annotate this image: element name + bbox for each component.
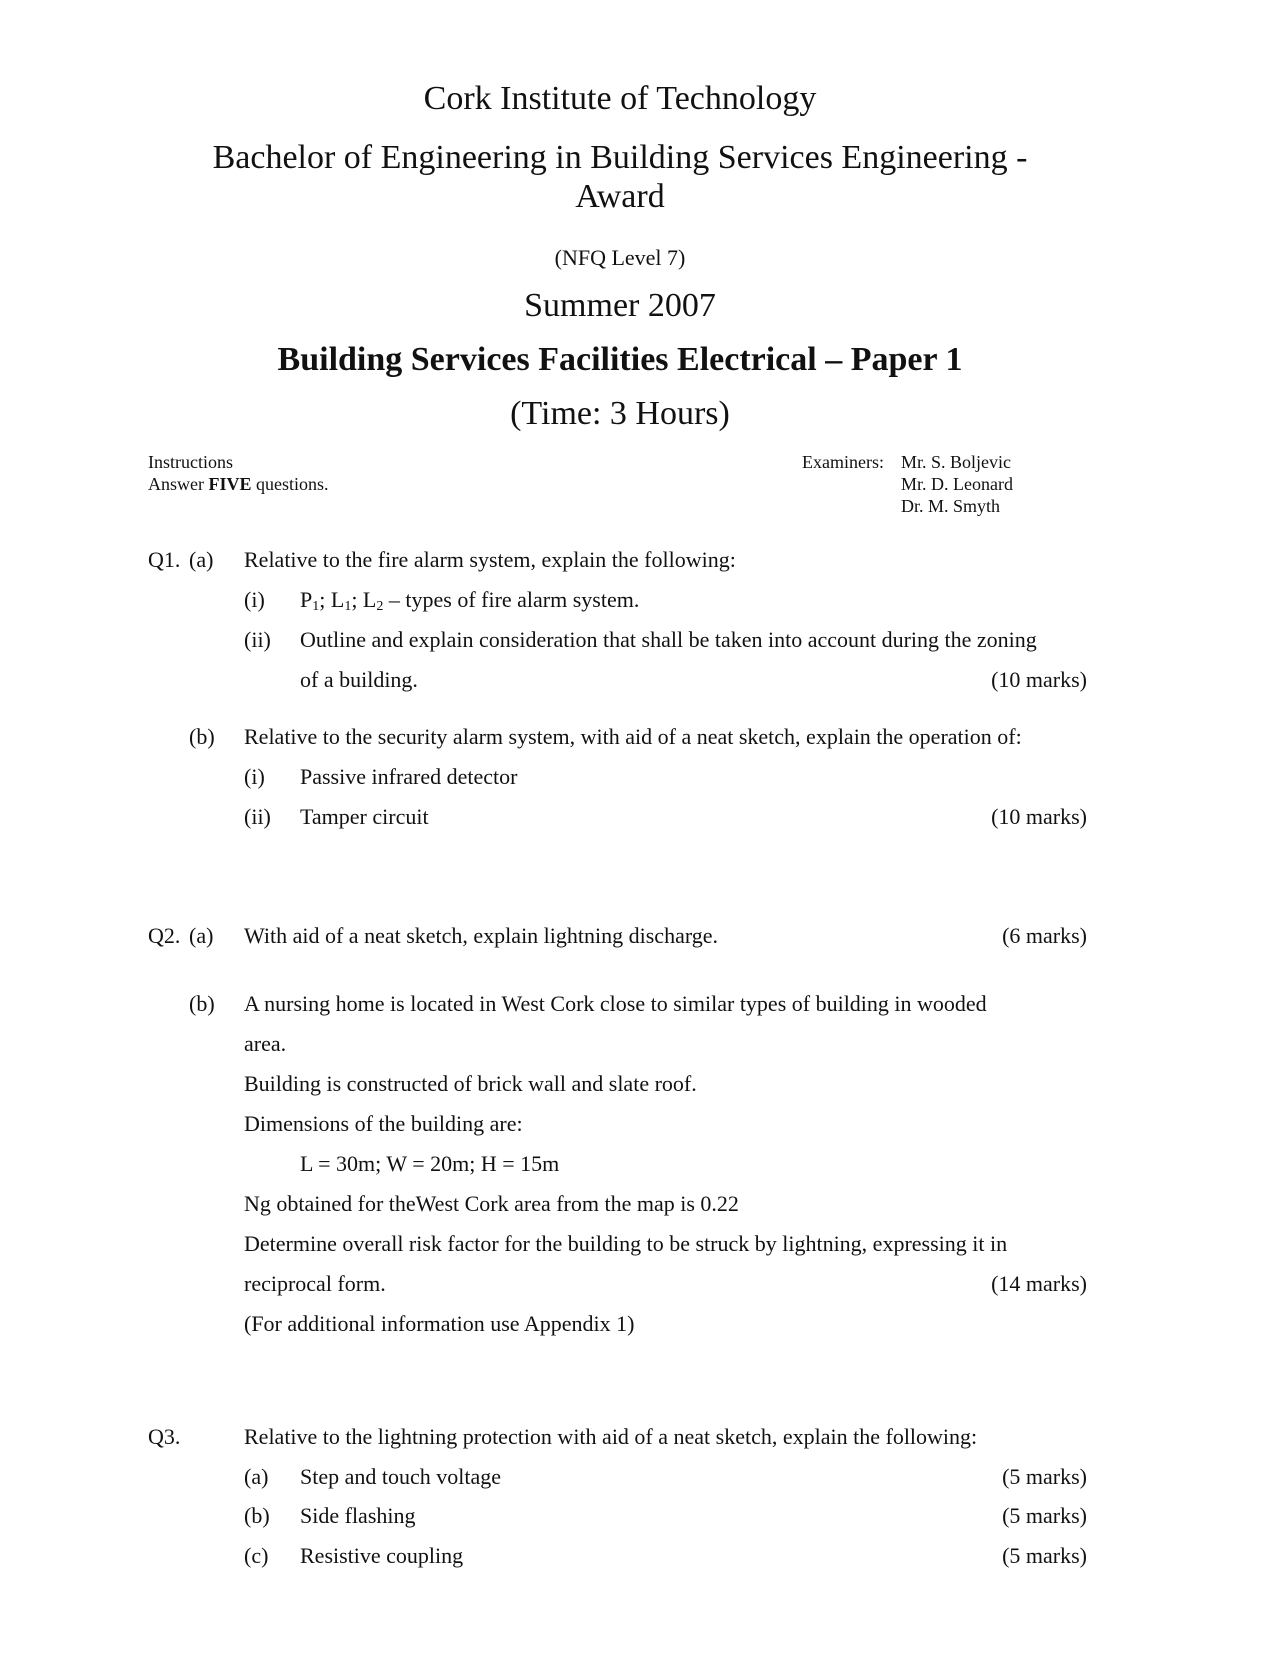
q1a-i-label: (i) <box>244 587 265 612</box>
q3c-label: (c) <box>244 1543 269 1568</box>
nfq-level: (NFQ Level 7) <box>554 245 686 270</box>
exam-session: Summer 2007 <box>524 287 716 324</box>
degree-title <box>0 138 1240 216</box>
q2a-text: With aid of a neat sketch, explain lightning discharge. <box>244 923 719 948</box>
q1b-text: Relative to the security alarm system, with aid of a neat sketch, explain the operation of: <box>244 724 1022 749</box>
examiners-label: Examiners: <box>802 452 884 472</box>
q3c-marks: (5 marks) <box>1002 1543 1087 1568</box>
q1a-ii-line-1: Outline and explain consideration that shall be taken into account during the zoning <box>300 627 1037 652</box>
q1b-ii-label: (ii) <box>244 804 271 829</box>
institute-title: Cork Institute of Technology <box>423 80 817 117</box>
q1-number: Q1. <box>148 547 181 572</box>
q1a-i-l1-sub: 1 <box>344 599 352 614</box>
q2b-line-5: Ng obtained for theWest Cork area from the map is 0.22 <box>244 1191 739 1216</box>
q1a-ii-line-2: of a building. <box>300 667 418 692</box>
q3a-text: Step and touch voltage <box>300 1464 502 1489</box>
q3a-label: (a) <box>244 1464 269 1489</box>
q2b-line-8: (For additional information use Appendix 1) <box>244 1311 635 1336</box>
examiner-name-3: Dr. M. Smyth <box>901 496 1001 516</box>
q1a-i-text <box>300 587 639 613</box>
examiner-name-2: Mr. D. Leonard <box>901 474 1013 494</box>
instructions-suffix: questions. <box>251 474 329 494</box>
q2b-label: (b) <box>189 991 215 1016</box>
degree-line-1: Bachelor of Engineering in Building Services Engineering - <box>212 139 1028 176</box>
q2b-line-4: Dimensions of the building are: <box>244 1111 523 1136</box>
q1a-i-p-sub: 1 <box>312 599 320 614</box>
instructions-prefix: Answer <box>148 474 209 494</box>
q1b-ii-text: Tamper circuit <box>300 804 429 829</box>
q3b-marks: (5 marks) <box>1002 1503 1087 1528</box>
examiner-name-1: Mr. S. Boljevic <box>901 452 1012 472</box>
q1b-i-text: Passive infrared detector <box>300 764 518 789</box>
q3b-label: (b) <box>244 1503 270 1528</box>
q2b-dimensions: L = 30m; W = 20m; H = 15m <box>300 1151 560 1176</box>
q3c-text: Resistive coupling <box>300 1543 464 1568</box>
q2b-line-6: Determine overall risk factor for the building to be struck by lightning, expressing it in <box>244 1231 1008 1256</box>
q1a-i-p: P <box>300 587 313 612</box>
instructions-text <box>148 474 329 495</box>
q3a-marks: (5 marks) <box>1002 1464 1087 1489</box>
instructions-heading: Instructions <box>148 452 233 472</box>
q3b-text: Side flashing <box>300 1503 416 1528</box>
q2b-line-3: Building is constructed of brick wall and slate roof. <box>244 1071 697 1096</box>
q1a-label: (a) <box>189 547 214 572</box>
q1a-text: Relative to the fire alarm system, explain the following: <box>244 547 736 572</box>
q3-number: Q3. <box>148 1424 181 1449</box>
q1a-i-sep2: ; L <box>351 587 377 612</box>
q1a-ii-label: (ii) <box>244 627 271 652</box>
q1b-marks: (10 marks) <box>991 804 1087 829</box>
exam-duration: (Time: 3 Hours) <box>510 395 730 432</box>
q2b-marks: (14 marks) <box>991 1271 1087 1296</box>
q2a-label: (a) <box>189 923 214 948</box>
q2b-line-2: area. <box>244 1031 287 1056</box>
q1b-label: (b) <box>189 724 215 749</box>
degree-line-2: Award <box>575 178 665 215</box>
q1a-i-l2-sub: 2 <box>376 599 384 614</box>
q3-text: Relative to the lightning protection with aid of a neat sketch, explain the following: <box>244 1424 978 1449</box>
instructions-count: FIVE <box>208 474 252 494</box>
q2b-line-7: reciprocal form. <box>244 1271 386 1296</box>
q1a-i-rest: – types of fire alarm system. <box>383 587 640 612</box>
q2-number: Q2. <box>148 923 181 948</box>
paper-title: Building Services Facilities Electrical – Paper 1 <box>277 341 963 378</box>
q2a-marks: (6 marks) <box>1002 923 1087 948</box>
q2b-line-1: A nursing home is located in West Cork close to similar types of building in wooded <box>244 991 987 1016</box>
q1a-marks: (10 marks) <box>991 667 1087 692</box>
q1a-i-sep1: ; L <box>319 587 345 612</box>
q1b-i-label: (i) <box>244 764 265 789</box>
